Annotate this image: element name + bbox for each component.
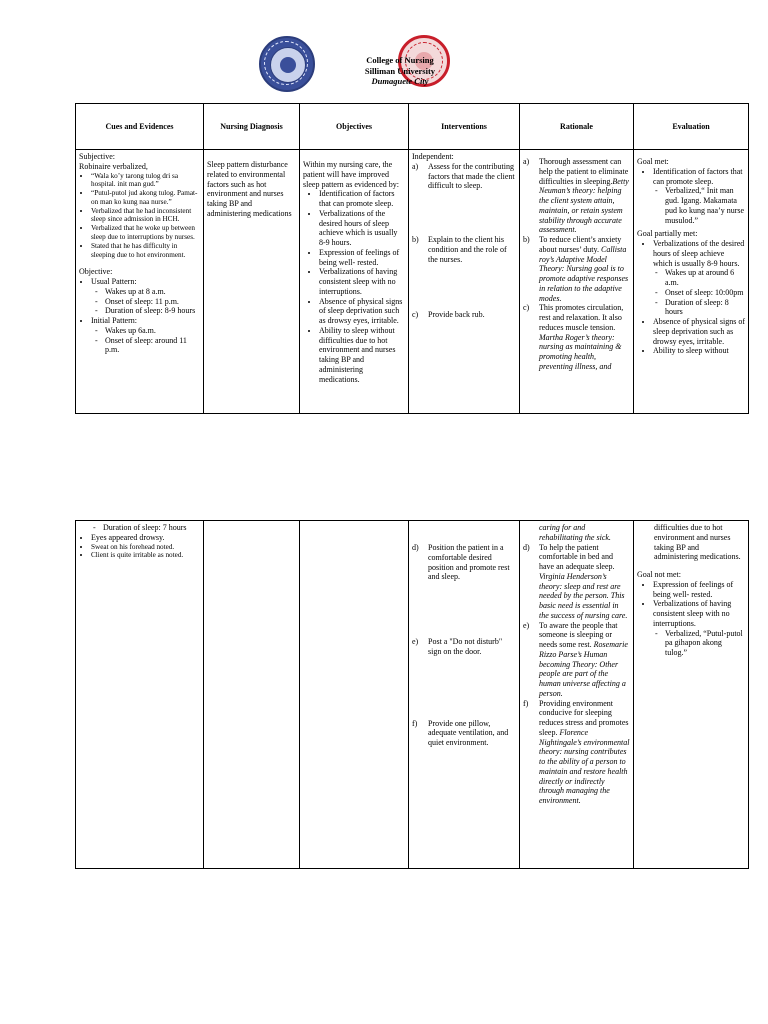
list-item: - Wakes up 6a.m. bbox=[105, 326, 200, 336]
list-item: - Verbalized, “Putul-putol pa gihapon akong tulog.” bbox=[665, 629, 745, 658]
col-header-interventions: Interventions bbox=[409, 104, 520, 150]
list-item: • Verbalizations of having consistent sleep with no interruptions. - Verbalized, “Putul-putol pa gihapon akong tulog.” bbox=[653, 599, 745, 658]
list-item: - Wakes up at 8 a.m. bbox=[105, 287, 200, 297]
rationale-a: a) Thorough assessment can help the patient to eliminate difficulties in sleeping.Betty Neuman’s theory: helping the client system attain, maintain, or retain system stability through accurate assessment. bbox=[523, 157, 629, 235]
list-item: - Duration of sleep: 7 hours bbox=[103, 523, 200, 533]
list-item: • Ability to sleep without difficulties due to hot environment and nurses taking BP and administering medications. bbox=[319, 326, 405, 385]
list-item: • Identification of factors that can promote sleep. - Verbalized,“ Init man gud. Igang. Makamata pud ko kung naa’y nurse musulod.” bbox=[653, 167, 745, 226]
list-item: • Verbalized that he woke up between sleep due to interruptions by nurses. bbox=[91, 224, 200, 242]
header-city: Dumaguete City bbox=[371, 76, 429, 87]
list-item: • Verbalizations of having consistent sleep with no interruptions. bbox=[319, 267, 405, 296]
rationale-cell-continued bbox=[520, 521, 634, 869]
goal-partial-list bbox=[637, 239, 745, 356]
list-item: • Absence of physical signs of sleep deprivation such as drowsy eyes, irritable. bbox=[653, 317, 745, 346]
diagnosis-cell-continued bbox=[204, 521, 300, 869]
objective-label: Objective: bbox=[79, 267, 113, 277]
col-header-cues: Cues and Evidences bbox=[76, 104, 204, 150]
rationale-cell bbox=[520, 150, 634, 414]
interventions-cell bbox=[409, 150, 520, 414]
diagnosis-cell bbox=[204, 150, 300, 414]
list-item: • Sweat on his forehead noted. bbox=[91, 543, 200, 552]
list-item: • Initial Pattern: - Wakes up 6a.m. - Onset of sleep: around 11 p.m. bbox=[91, 316, 200, 355]
list-item: - Onset of sleep: around 11 p.m. bbox=[105, 336, 200, 356]
list-item: • Verbalizations of the desired hours of sleep achieve which is usually 8-9 hours. bbox=[319, 209, 405, 248]
list-item: • Client is quite irritable as noted. bbox=[91, 551, 200, 560]
list-item: • Stated that he has difficulty in sleeping due to hot environment. bbox=[91, 242, 200, 260]
list-item: • Verbalized that he had inconsistent sleep since admission in HCH. bbox=[91, 207, 200, 225]
col-header-evaluation: Evaluation bbox=[634, 104, 749, 150]
goal-partially-met-label: Goal partially met: bbox=[637, 229, 698, 239]
list-item: - Duration of sleep: 8-9 hours bbox=[105, 306, 200, 316]
rationale-b: b) To reduce client’s anxiety about nurses’ duty. Callista roy’s Adaptive Model Theory: Nursing goal is to promote adaptive responses in relation to the adaptive modes. bbox=[523, 235, 629, 303]
evaluation-cell-continued bbox=[634, 521, 749, 869]
list-item: • Identification of factors that can promote sleep. bbox=[319, 189, 405, 209]
subjective-list bbox=[79, 172, 200, 260]
evaluation-continued: difficulties due to hot environment and nurses taking BP and administering medications. bbox=[654, 523, 741, 562]
list-item: • Expression of feelings of being well- rested. bbox=[319, 248, 405, 268]
verbalized-label: Robinaire verbalized, bbox=[79, 161, 148, 171]
goal-not-met-list bbox=[637, 580, 745, 658]
objective-list bbox=[79, 277, 200, 355]
objectives-cell bbox=[300, 150, 409, 414]
document-header bbox=[330, 55, 470, 87]
list-item: • Absence of physical signs of sleep deprivation such as drowsy eyes, irritable. bbox=[319, 297, 405, 326]
independent-label: Independent: bbox=[412, 152, 454, 161]
col-header-objectives: Objectives bbox=[300, 104, 409, 150]
cues-cell-continued bbox=[76, 521, 204, 869]
intervention-d: d) Position the patient in a comfortable desired position and promote rest and sleep. bbox=[412, 543, 510, 582]
care-plan-table-part2 bbox=[75, 520, 749, 869]
rationale-c: c) This promotes circulation, rest and relaxation. It also reduces muscle tension. Martha Roger’s theory: nursing as maintaining & promoting health, preventing illness, and bbox=[523, 303, 624, 371]
list-item: • Eyes appeared drowsy. bbox=[91, 533, 200, 543]
intervention-b: b) Explain to the client his condition and the role of the nurses. bbox=[412, 235, 507, 264]
list-item: - Duration of sleep: 8 hours bbox=[665, 298, 745, 318]
rationale-d: d) To help the patient comfortable in bed and have an adequate sleep. Virginia Henderson’s theory: sleep and rest are needed by the person. This basic need is essential in the success of nursing care. bbox=[523, 542, 628, 620]
list-item: - Verbalized,“ Init man gud. Igang. Makamata pud ko kung naa’y nurse musulod.” bbox=[665, 186, 745, 225]
intervention-a: a) Assess for the contributing factors that made the client difficult to sleep. bbox=[412, 161, 515, 191]
goal-met-label: Goal met: bbox=[637, 157, 669, 166]
rationale-continued: caring for and rehabilitating the sick. bbox=[539, 523, 611, 542]
list-item: • Expression of feelings of being well- rested. bbox=[653, 580, 745, 600]
list-item: • “Wala ko’y tarong tulog dri sa hospital. init man gud.” bbox=[91, 172, 200, 190]
col-header-rationale: Rationale bbox=[520, 104, 634, 150]
rationale-e: e) To aware the people that someone is sleeping or needs some rest. Rosemarie Rizzo Parse’s Human becoming Theory: Other people are part of the human universe affecting a person. bbox=[523, 620, 628, 698]
list-item: • “Putul-putol jud akong tulog. Pamat-on man ko kung naa nurse.” bbox=[91, 189, 200, 207]
objectives-cell-continued bbox=[300, 521, 409, 869]
intervention-e: e) Post a "Do not disturb" sign on the door. bbox=[412, 637, 503, 656]
objective-list-continued bbox=[79, 533, 200, 560]
list-item: • Usual Pattern: - Wakes up at 8 a.m. - Onset of sleep: 11 p.m. - Duration of sleep: 8-9 hours bbox=[91, 277, 200, 316]
objectives-intro: Within my nursing care, the patient will have improved sleep pattern as evidenced by: bbox=[303, 160, 399, 189]
list-item: • Ability to sleep without bbox=[653, 346, 745, 356]
initial-pattern-list bbox=[91, 326, 200, 355]
header-college: College of Nursing bbox=[366, 55, 434, 65]
intervention-f: f) Provide one pillow, adequate ventilation, and quiet environment. bbox=[412, 718, 509, 747]
usual-pattern-list bbox=[91, 287, 200, 316]
goal-not-met-label: Goal not met: bbox=[637, 570, 681, 579]
subjective-label: Subjective: bbox=[79, 152, 115, 161]
nursing-diagnosis-text: Sleep pattern disturbance related to environmental factors such as hot environment and nurses taking BP and administering medications bbox=[207, 160, 292, 218]
cues-cell bbox=[76, 150, 204, 414]
objectives-list bbox=[303, 189, 405, 384]
header-university: Silliman University bbox=[364, 65, 436, 76]
list-item: - Wakes up at around 6 a.m. bbox=[665, 268, 745, 288]
silliman-nursing-seal-left bbox=[259, 36, 315, 92]
evaluation-cell bbox=[634, 150, 749, 414]
col-header-diagnosis: Nursing Diagnosis bbox=[204, 104, 300, 150]
care-plan-table-part1 bbox=[75, 103, 749, 414]
list-item: - Onset of sleep: 11 p.m. bbox=[105, 297, 200, 307]
interventions-cell-continued bbox=[409, 521, 520, 869]
rationale-f: f) Providing environment conducive for sleeping reduces stress and promotes sleep. Florence Nightingale’s environmental theory: nursing contributes to the ability of a person to maintain and restore health directly or indirectly through managing the environment. bbox=[523, 698, 630, 805]
list-item: • Verbalizations of the desired hours of sleep achieve which is usually 8-9 hours. - Wakes up at around 6 a.m. - Onset of sleep: 10:00pm - Duration of sleep: 8 hours bbox=[653, 239, 745, 317]
goal-met-list bbox=[637, 167, 745, 226]
intervention-c: c) Provide back rub. bbox=[412, 310, 485, 320]
list-item: - Onset of sleep: 10:00pm bbox=[665, 288, 745, 298]
